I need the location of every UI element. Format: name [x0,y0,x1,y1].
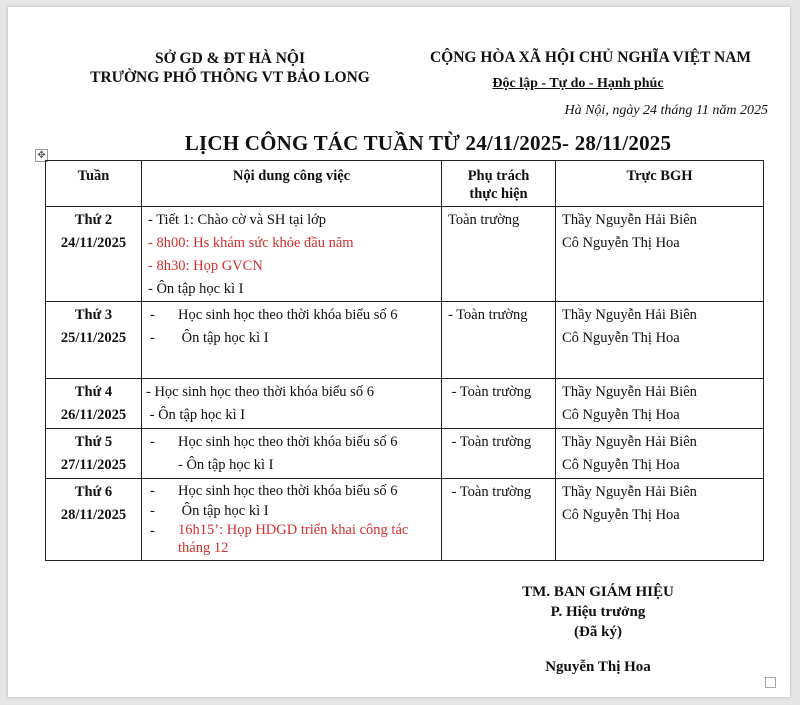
task-text: Học sinh học theo thời khóa biểu số 6 [178,307,398,323]
tasks-cell [142,302,442,379]
header-responsible-line2: thực hiện [469,186,528,202]
duty-person: Cô Nguyễn Thị Hoa [562,407,680,423]
task-item: - Ôn tập học kì I [146,407,246,423]
day-name: Thứ 4 [74,384,113,400]
task-text: - Ôn tập học kì I [178,457,274,473]
signature-status: (Đã ký) [574,624,622,640]
responsible-cell: - Toàn trường [442,379,556,429]
responsible-cell: - Toàn trường [442,302,556,379]
tasks-cell [142,379,442,429]
task-item [148,481,437,501]
day-name: Thứ 6 [74,484,113,500]
duty-person: Thầy Nguyễn Hải Biên [562,434,697,450]
issuing-authority [70,49,390,87]
table-resize-handle-icon[interactable] [765,677,776,688]
day-cell [46,479,142,561]
task-item: - Tiết 1: Chào cờ và SH tại lớp [148,212,327,228]
day-date: 27/11/2025 [60,457,127,473]
department-name: SỞ GD & ĐT HÀ NỘI [155,50,305,67]
duty-person: Thầy Nguyễn Hải Biên [562,307,697,323]
day-date: 25/11/2025 [60,330,127,346]
day-cell [46,207,142,302]
bullet-dash: - [150,483,155,499]
task-text: Ôn tập học kì I [178,503,269,519]
task-item [148,501,437,521]
tasks-cell [142,479,442,561]
day-name: Thứ 2 [74,212,113,228]
task-item-highlighted: - 8h30: Họp GVCN [148,258,263,274]
table-row [46,479,764,561]
responsible-cell: Toàn trường [442,207,556,302]
place-and-date: Hà Nội, ngày 24 tháng 11 năm 2025 [564,103,768,118]
national-heading [398,48,783,67]
tasks-cell [142,207,442,302]
document-page [8,7,790,697]
duty-person: Thầy Nguyễn Hải Biên [562,484,697,500]
tasks-cell [142,429,442,479]
task-item: - Ôn tập học kì I [148,281,244,297]
table-move-handle-icon[interactable]: ✥ [35,149,48,162]
bullet-dash: - [150,434,155,450]
header-content: Nội dung công việc [142,161,442,207]
day-cell [46,379,142,429]
table-row [46,379,764,429]
task-item [148,431,437,454]
national-motto: Độc lập - Tự do - Hạnh phúc [492,76,664,91]
duty-cell [556,429,764,479]
duty-person: Cô Nguyễn Thị Hoa [562,507,680,523]
task-item: - Học sinh học theo thời khóa biểu số 6 [146,384,374,400]
day-date: 28/11/2025 [60,507,127,523]
signature-title: TM. BAN GIÁM HIỆU [522,584,674,600]
table-row [46,429,764,479]
header-duty: Trực BGH [556,161,764,207]
signer-name: Nguyễn Thị Hoa [545,659,651,675]
duty-person: Cô Nguyễn Thị Hoa [562,330,680,346]
bullet-dash: - [150,503,155,519]
day-date: 26/11/2025 [60,407,127,423]
weekly-schedule-table [45,160,764,561]
duty-person: Cô Nguyễn Thị Hoa [562,457,680,473]
bullet-dash: - [150,307,155,323]
signature-position: P. Hiệu trưởng [550,604,646,620]
school-name: TRƯỜNG PHỔ THÔNG VT BẢO LONG [90,69,370,86]
duty-person: Thầy Nguyễn Hải Biên [562,384,697,400]
table-row [46,302,764,379]
duty-cell [556,207,764,302]
day-name: Thứ 3 [74,307,113,323]
task-text: 16h15’: Họp HDGD triển khai công tác tháng 12 [178,522,409,556]
document-title: LỊCH CÔNG TÁC TUẦN TỪ 24/11/2025- 28/11/2025 [184,131,672,155]
day-cell [46,302,142,379]
bullet-dash: - [150,523,155,539]
table-row [46,207,764,302]
day-date: 24/11/2025 [60,235,127,251]
task-item-highlighted [148,521,437,557]
task-item-highlighted: - 8h00: Hs khám sức khỏe đầu năm [148,235,354,251]
day-name: Thứ 5 [74,434,113,450]
day-cell [46,429,142,479]
duty-person: Thầy Nguyễn Hải Biên [562,212,697,228]
task-item [148,304,437,327]
task-text: Ôn tập học kì I [178,330,269,346]
duty-cell [556,479,764,561]
table-header-row [46,161,764,207]
header-week: Tuần [46,161,142,207]
task-text: Học sinh học theo thời khóa biểu số 6 [178,434,398,450]
header-responsible-line1: Phụ trách [467,168,530,184]
bullet-dash: - [150,330,155,346]
task-item [148,454,437,477]
signature-block [478,582,718,642]
duty-person: Cô Nguyễn Thị Hoa [562,235,680,251]
duty-cell [556,379,764,429]
responsible-cell: - Toàn trường [442,479,556,561]
duty-cell [556,302,764,379]
responsible-cell: - Toàn trường [442,429,556,479]
country-name: CỘNG HÒA XÃ HỘI CHỦ NGHĨA VIỆT NAM [429,49,752,66]
header-responsible [442,161,556,207]
task-text: Học sinh học theo thời khóa biểu số 6 [178,483,398,499]
task-item [148,327,437,350]
